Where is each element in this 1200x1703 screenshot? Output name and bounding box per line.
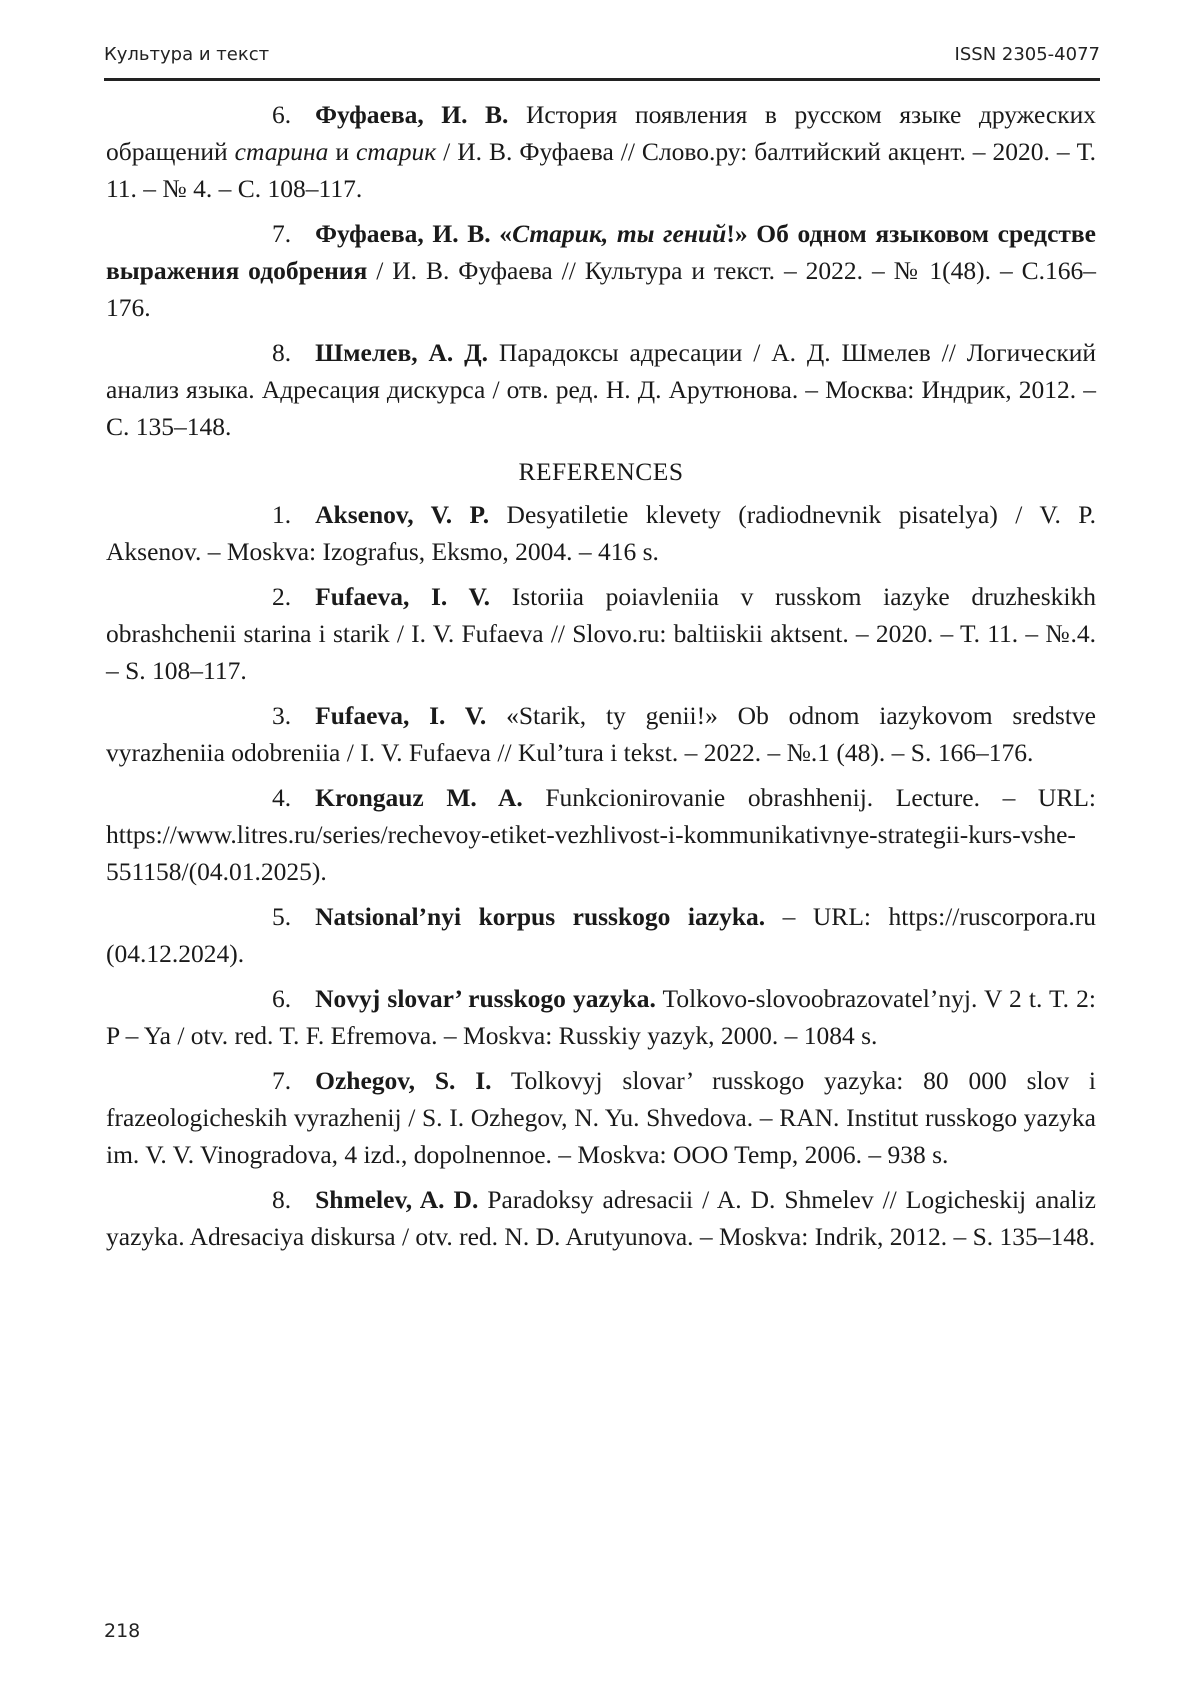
reference-7: 7. Ozhegov, S. I. Tolkovyj slovar’ russkogo yazyka: 80 000 slov i frazeologicheskih vyrazhenij / S. I. Ozhegov, N. Yu. Shvedova. – RAN. Institut russkogo yazyka im. V. V. Vinogradova, 4 izd., dopolnennoe. – Moskva: OOO Temp, 2006. – 938 s. [106,1066,1096,1169]
references-body [106,96,1096,1263]
reference-8: 8. Shmelev, A. D. Paradoksy adresacii / A. D. Shmelev // Logicheskij analiz yazyka. Adresaciya diskursa / otv. red. N. D. Arutyunova. – Moskva: Indrik, 2012. – S. 135–148. [106,1185,1096,1251]
reference-author: Fufaeva, I. V. [315,701,487,730]
journal-title: Культура и текст [104,44,270,65]
ru-reference-6: 6. Фуфаева, И. В. История появления в русском языке дружеских обращений старина и старик / И. В. Фуфаева // Слово.ру: балтийский акцент. – 2020. – Т. 11. – № 4. – С. 108–117. [106,100,1097,203]
reference-author: Natsional’nyi korpus russkogo iazyka. [315,902,766,931]
reference-author: Novyj slovar’ russkogo yazyka. [315,984,656,1013]
ru-reference-author: Шмелев, А. Д. [315,338,489,367]
reference-1: 1. Aksenov, V. P. Desyatiletie klevety (radiodnevnik pisatelya) / V. P. Aksenov. – Moskva: Izografus, Eksmo, 2004. – 416 s. [106,500,1096,566]
references-heading: REFERENCES [518,457,684,486]
reference-author: Krongauz M. A. [315,783,523,812]
reference-5: 5. Natsional’nyi korpus russkogo iazyka. – URL: https://ruscorpora.ru (04.12.2024). [106,902,1096,968]
header-divider [104,78,1100,81]
reference-author: Ozhegov, S. I. [315,1066,492,1095]
issn-label: ISSN 2305-4077 [954,44,1100,65]
ru-reference-8: 8. Шмелев, А. Д. Парадоксы адресации / А. Д. Шмелев // Логический анализ языка. Адресация дискурса / отв. ред. Н. Д. Арутюнова. – Москва: Индрик, 2012. – С. 135–148. [106,338,1097,441]
ru-reference-author: Фуфаева, И. В. « [315,219,513,248]
reference-author: Fufaeva, I. V. [315,582,491,611]
page-number: 218 [104,1620,141,1642]
reference-author: Aksenov, V. P. [315,500,490,529]
reference-6: 6. Novyj slovar’ russkogo yazyka. Tolkovo-slovoobrazovatel’nyj. V 2 t. T. 2: P – Ya / otv. red. T. F. Efremova. – Moskva: Russkiy yazyk, 2000. – 1084 s. [106,984,1096,1050]
ru-reference-author: Фуфаева, И. В. [315,100,509,129]
reference-author: Shmelev, A. D. [315,1185,479,1214]
reference-2: 2. Fufaeva, I. V. Istoriia poiavleniia v russkom iazyke druzheskikh obrashchenii starina i starik / I. V. Fufaeva // Slovo.ru: baltiiskii aktsent. – 2020. – T. 11. – №.4. – S. 108–117. [106,582,1096,685]
reference-4: 4. Krongauz M. A. Funkcionirovanie obrashhenij. Lecture. – URL: https://www.litres.ru/series/rechevoy-etiket-vezhlivost-i-kommunikativnye-strategii-kurs-vshe-551158/(04.01.2025). [106,783,1097,886]
reference-3: 3. Fufaeva, I. V. «Starik, ty genii!» Ob odnom iazykovom sredstve vyrazheniia odobreniia / I. V. Fufaeva // Kul’tura i tekst. – 2022. – №.1 (48). – S. 166–176. [106,701,1096,767]
ru-reference-7: 7. Фуфаева, И. В. «Старик, ты гений!» Об одном языковом средстве выражения одобрения / И. В. Фуфаева // Культура и текст. – 2022. – № 1(48). – С.166–176. [106,219,1096,322]
